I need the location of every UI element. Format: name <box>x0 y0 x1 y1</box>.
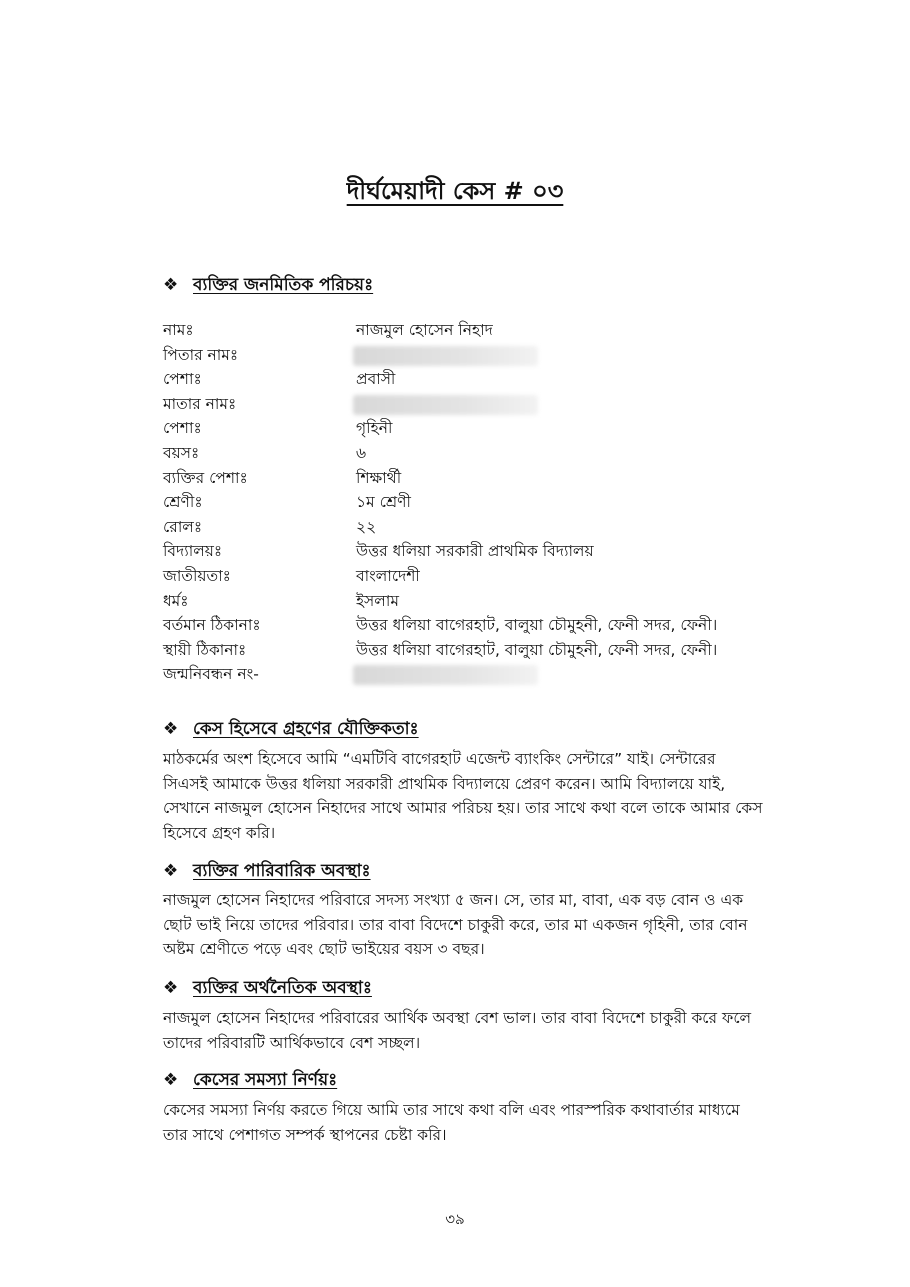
info-row <box>163 416 783 441</box>
info-value: ইসলাম <box>356 591 399 610</box>
info-label: ব্যক্তির পেশাঃ <box>163 468 248 487</box>
section-heading-family <box>163 858 371 886</box>
section-heading-problem <box>163 1067 337 1095</box>
document-title <box>0 173 910 213</box>
diamond-bullet-icon: ❖ <box>163 978 179 998</box>
info-value: উত্তর ধলিয়া বাগেরহাট, বালুয়া চৌমুহনী, ফেনী সদর, ফেনী। <box>356 616 718 635</box>
info-row <box>163 441 783 466</box>
info-row <box>163 367 783 392</box>
heading-text: কেসের সমস্যা নির্ণয়ঃ <box>193 1070 338 1090</box>
info-label: পিতার নামঃ <box>163 345 239 364</box>
diamond-bullet-icon: ❖ <box>163 861 179 881</box>
info-value: শিক্ষার্থী <box>356 468 402 487</box>
info-label: পেশাঃ <box>163 419 202 438</box>
page-number: ৩৯ <box>445 1210 465 1228</box>
info-value: প্রবাসী <box>356 370 396 389</box>
economic-paragraph: নাজমুল হোসেন নিহাদের পরিবারের আর্থিক অবস্থা বেশ ভাল। তার বাবা বিদেশে চাকুরী করে ফলে তাদের পরিবারটি আর্থিকভাবে বেশ সচ্ছল। <box>163 1009 752 1052</box>
problem-paragraph: কেসের সমস্যা নির্ণয় করতে গিয়ে আমি তার সাথে কথা বলি এবং পারস্পরিক কথাবার্তার মাধ্যমে তার সাথে পেশাগত সম্পর্ক স্থাপনের চেষ্টা করি। <box>163 1101 740 1144</box>
info-value: ৬ <box>356 443 367 462</box>
heading-text: ব্যক্তির পারিবারিক অবস্থাঃ <box>193 861 371 881</box>
info-row <box>163 392 783 417</box>
info-label: পেশাঃ <box>163 370 202 389</box>
info-value: ২২ <box>356 517 377 536</box>
diamond-bullet-icon: ❖ <box>163 1070 179 1090</box>
section-heading-justification <box>163 716 419 744</box>
info-label: জন্মনিবন্ধন নং- <box>163 665 259 684</box>
diamond-bullet-icon: ❖ <box>163 719 179 739</box>
info-value: ১ম শ্রেণী <box>356 493 411 512</box>
info-label: মাতার নামঃ <box>163 394 237 413</box>
info-row <box>163 343 783 368</box>
section-heading-demographic <box>163 272 373 300</box>
info-row <box>163 564 783 589</box>
info-label: বিদ্যালয়ঃ <box>163 542 223 561</box>
justification-paragraph: মাঠকর্মের অংশ হিসেবে আমি “এমটিবি বাগেরহাট এজেন্ট ব্যাংকিং সেন্টারে” যাই। সেন্টারের সিএসই আমাকে উত্তর ধলিয়া সরকারী প্রাথমিক বিদ্যালয়ে প্রেরণ করেন। আমি বিদ্যালয়ে যাই, সেখানে নাজমুল হোসেন নিহাদের সাথে আমার পরিচয় হয়। তার সাথে কথা বলে তাকে আমার কেস হিসেবে গ্রহণ করি। <box>163 750 763 842</box>
redacted-value <box>353 665 538 685</box>
heading-text: কেস হিসেবে গ্রহণের যৌক্তিকতাঃ <box>193 719 419 739</box>
title-text: দীর্ঘমেয়াদী কেস # ০৩ <box>346 177 564 205</box>
info-row <box>163 539 783 564</box>
info-row <box>163 466 783 491</box>
info-value: উত্তর ধলিয়া সরকারী প্রাথমিক বিদ্যালয় <box>356 542 594 561</box>
info-value: উত্তর ধলিয়া বাগেরহাট, বালুয়া চৌমুহনী, ফেনী সদর, ফেনী। <box>356 640 718 659</box>
info-label: ধর্মঃ <box>163 591 189 610</box>
info-row <box>163 638 783 663</box>
section-heading-economic <box>163 975 372 1003</box>
demographic-info-table <box>163 318 783 687</box>
info-row <box>163 515 783 540</box>
info-row <box>163 662 783 687</box>
info-label: জাতীয়তাঃ <box>163 566 231 585</box>
family-paragraph: নাজমুল হোসেন নিহাদের পরিবারে সদস্য সংখ্যা ৫ জন। সে, তার মা, বাবা, এক বড় বোন ও এক ছোট ভাই নিয়ে তাদের পরিবার। তার বাবা বিদেশে চাকুরী করে, তার মা একজন গৃহিনী, তার বোন অষ্টম শ্রেণীতে পড়ে এবং ছোট ভাইয়ের বয়স ৩ বছর। <box>163 891 748 959</box>
diamond-bullet-icon: ❖ <box>163 275 179 295</box>
info-label: বয়সঃ <box>163 443 200 462</box>
info-value: নাজমুল হোসেন নিহাদ <box>356 321 493 339</box>
redacted-value <box>353 346 538 366</box>
info-row <box>163 318 783 343</box>
info-label: শ্রেণীঃ <box>163 493 203 512</box>
redacted-value <box>353 395 538 415</box>
info-label: বর্তমান ঠিকানাঃ <box>163 616 261 635</box>
info-row <box>163 490 783 515</box>
heading-text: ব্যক্তির অর্থনৈতিক অবস্থাঃ <box>193 978 372 998</box>
info-label: রোলঃ <box>163 517 203 536</box>
info-label: স্থায়ী ঠিকানাঃ <box>163 640 247 659</box>
heading-text: ব্যক্তির জনমিতিক পরিচয়ঃ <box>193 275 374 295</box>
info-value: গৃহিনী <box>356 419 393 438</box>
info-value: বাংলাদেশী <box>356 566 420 585</box>
info-row <box>163 613 783 638</box>
info-row <box>163 589 783 614</box>
info-label: নামঃ <box>163 321 194 339</box>
